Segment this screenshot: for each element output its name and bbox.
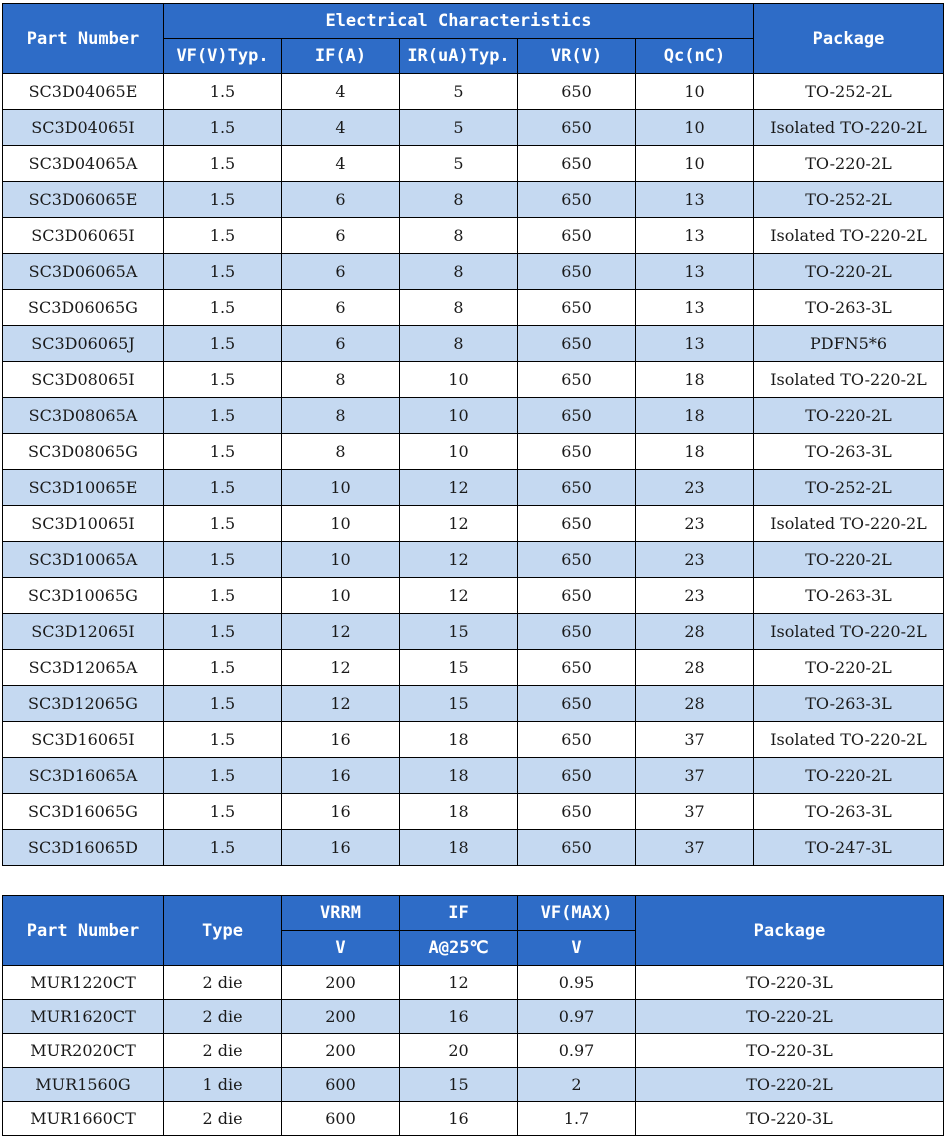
cell-vr: 650 (518, 578, 636, 614)
header-vf-max: VF(MAX) (518, 896, 636, 931)
cell-vr: 650 (518, 614, 636, 650)
cell-package: TO-252-2L (754, 182, 944, 218)
cell-vr: 650 (518, 506, 636, 542)
table-row (3, 542, 944, 578)
cell-vr: 650 (518, 542, 636, 578)
cell-package: TO-220-3L (636, 1034, 944, 1068)
table-row (3, 146, 944, 182)
cell-vr: 650 (518, 434, 636, 470)
cell-if: 4 (282, 146, 400, 182)
header-ir: IR(uA)Typ. (400, 39, 518, 74)
cell-vf: 1.5 (164, 722, 282, 758)
cell-package: TO-220-3L (636, 966, 944, 1000)
cell-vr: 650 (518, 722, 636, 758)
cell-vr: 650 (518, 218, 636, 254)
cell-vf: 1.5 (164, 74, 282, 110)
cell-package: Isolated TO-220-2L (754, 110, 944, 146)
cell-vr: 650 (518, 830, 636, 866)
table-row (3, 254, 944, 290)
cell-type: 2 die (164, 966, 282, 1000)
cell-package: TO-263-3L (754, 290, 944, 326)
cell-if: 10 (282, 506, 400, 542)
cell-qc: 13 (636, 290, 754, 326)
cell-ir: 18 (400, 830, 518, 866)
cell-if: 16 (282, 830, 400, 866)
cell-part-number: SC3D12065G (3, 686, 164, 722)
cell-vf: 1.5 (164, 326, 282, 362)
cell-package: TO-263-3L (754, 686, 944, 722)
cell-if: 16 (400, 1102, 518, 1136)
cell-ir: 15 (400, 686, 518, 722)
cell-package: TO-220-2L (754, 398, 944, 434)
cell-package: TO-220-2L (754, 254, 944, 290)
cell-if: 8 (282, 398, 400, 434)
cell-qc: 28 (636, 686, 754, 722)
header-if: IF (400, 896, 518, 931)
cell-vr: 650 (518, 758, 636, 794)
cell-vr: 650 (518, 182, 636, 218)
cell-vr: 650 (518, 110, 636, 146)
cell-part-number: SC3D04065I (3, 110, 164, 146)
cell-package: TO-263-3L (754, 794, 944, 830)
cell-part-number: SC3D04065A (3, 146, 164, 182)
cell-ir: 10 (400, 362, 518, 398)
table-row (3, 722, 944, 758)
cell-package: TO-247-3L (754, 830, 944, 866)
cell-vr: 650 (518, 326, 636, 362)
cell-package: TO-252-2L (754, 470, 944, 506)
cell-if: 10 (282, 542, 400, 578)
cell-part-number: SC3D10065I (3, 506, 164, 542)
cell-if: 6 (282, 182, 400, 218)
cell-ir: 12 (400, 542, 518, 578)
cell-ir: 5 (400, 74, 518, 110)
cell-if: 10 (282, 578, 400, 614)
table-row (3, 758, 944, 794)
cell-if: 6 (282, 218, 400, 254)
cell-if: 20 (400, 1034, 518, 1068)
cell-vf: 1.5 (164, 686, 282, 722)
cell-qc: 37 (636, 794, 754, 830)
sic-diode-table-body (3, 74, 944, 866)
cell-vf: 1.5 (164, 542, 282, 578)
cell-ir: 18 (400, 758, 518, 794)
fast-recovery-diode-table-body (3, 966, 944, 1136)
cell-type: 2 die (164, 1102, 282, 1136)
cell-qc: 10 (636, 74, 754, 110)
cell-type: 2 die (164, 1000, 282, 1034)
cell-part-number: SC3D08065I (3, 362, 164, 398)
header-qc: Qc(nC) (636, 39, 754, 74)
cell-if: 8 (282, 434, 400, 470)
cell-vrrm: 200 (282, 1034, 400, 1068)
cell-part-number: MUR1620CT (3, 1000, 164, 1034)
cell-part-number: SC3D12065I (3, 614, 164, 650)
cell-package: TO-220-2L (636, 1068, 944, 1102)
cell-qc: 13 (636, 326, 754, 362)
cell-ir: 15 (400, 614, 518, 650)
cell-part-number: MUR1660CT (3, 1102, 164, 1136)
cell-part-number: SC3D06065E (3, 182, 164, 218)
cell-vf: 1.5 (164, 254, 282, 290)
cell-vf: 1.5 (164, 218, 282, 254)
cell-part-number: SC3D12065A (3, 650, 164, 686)
header-if: IF(A) (282, 39, 400, 74)
cell-ir: 8 (400, 290, 518, 326)
cell-vf: 1.5 (164, 758, 282, 794)
cell-ir: 8 (400, 254, 518, 290)
cell-qc: 18 (636, 398, 754, 434)
cell-vr: 650 (518, 254, 636, 290)
cell-package: Isolated TO-220-2L (754, 614, 944, 650)
header-part-number: Part Number (3, 4, 164, 74)
cell-if: 10 (282, 470, 400, 506)
cell-vf-max: 0.95 (518, 966, 636, 1000)
cell-part-number: SC3D10065A (3, 542, 164, 578)
sic-diode-table (2, 3, 944, 866)
cell-if: 6 (282, 326, 400, 362)
cell-vf: 1.5 (164, 434, 282, 470)
cell-if: 6 (282, 254, 400, 290)
fast-recovery-diode-table (2, 895, 944, 1136)
cell-vf: 1.5 (164, 146, 282, 182)
table-row (3, 218, 944, 254)
cell-vf-max: 0.97 (518, 1034, 636, 1068)
table-row (3, 794, 944, 830)
cell-vf: 1.5 (164, 578, 282, 614)
cell-ir: 5 (400, 110, 518, 146)
cell-qc: 28 (636, 650, 754, 686)
table-row (3, 506, 944, 542)
cell-part-number: MUR2020CT (3, 1034, 164, 1068)
table-row (3, 966, 944, 1000)
table-row (3, 470, 944, 506)
cell-package: Isolated TO-220-2L (754, 722, 944, 758)
cell-part-number: MUR1560G (3, 1068, 164, 1102)
cell-vf: 1.5 (164, 830, 282, 866)
cell-vr: 650 (518, 794, 636, 830)
cell-part-number: SC3D06065A (3, 254, 164, 290)
cell-qc: 37 (636, 758, 754, 794)
table-row (3, 650, 944, 686)
cell-qc: 13 (636, 218, 754, 254)
table-row (3, 110, 944, 146)
header-part-number: Part Number (3, 896, 164, 966)
table-row (3, 290, 944, 326)
cell-ir: 8 (400, 326, 518, 362)
cell-vf: 1.5 (164, 110, 282, 146)
cell-package: TO-220-2L (754, 758, 944, 794)
table-row (3, 1034, 944, 1068)
cell-if: 4 (282, 110, 400, 146)
cell-vf: 1.5 (164, 470, 282, 506)
cell-package: PDFN5*6 (754, 326, 944, 362)
header-vf: VF(V)Typ. (164, 39, 282, 74)
cell-vf: 1.5 (164, 398, 282, 434)
cell-if: 6 (282, 290, 400, 326)
cell-part-number: SC3D10065G (3, 578, 164, 614)
header-package: Package (636, 896, 944, 966)
cell-if: 12 (400, 966, 518, 1000)
cell-qc: 18 (636, 362, 754, 398)
cell-qc: 28 (636, 614, 754, 650)
cell-ir: 10 (400, 434, 518, 470)
cell-vr: 650 (518, 650, 636, 686)
cell-qc: 23 (636, 470, 754, 506)
table-row (3, 830, 944, 866)
table-row (3, 1000, 944, 1034)
table-row (3, 578, 944, 614)
cell-package: TO-220-2L (636, 1000, 944, 1034)
cell-vf: 1.5 (164, 290, 282, 326)
table-row (3, 1068, 944, 1102)
cell-part-number: SC3D08065G (3, 434, 164, 470)
table-row (3, 398, 944, 434)
cell-ir: 18 (400, 794, 518, 830)
table-row (3, 326, 944, 362)
cell-vf: 1.5 (164, 650, 282, 686)
cell-vf: 1.5 (164, 506, 282, 542)
cell-qc: 10 (636, 146, 754, 182)
header-electrical-characteristics: Electrical Characteristics (164, 4, 754, 39)
cell-if: 15 (400, 1068, 518, 1102)
cell-if: 16 (282, 794, 400, 830)
header-vrrm: VRRM (282, 896, 400, 931)
table-row (3, 434, 944, 470)
cell-package: Isolated TO-220-2L (754, 506, 944, 542)
cell-part-number: SC3D08065A (3, 398, 164, 434)
cell-package: TO-220-2L (754, 542, 944, 578)
cell-if: 16 (282, 758, 400, 794)
header-if-unit: A@25℃ (400, 931, 518, 966)
cell-vrrm: 600 (282, 1102, 400, 1136)
cell-ir: 10 (400, 398, 518, 434)
cell-if: 16 (400, 1000, 518, 1034)
table-row (3, 1102, 944, 1136)
cell-if: 12 (282, 650, 400, 686)
cell-type: 1 die (164, 1068, 282, 1102)
cell-vf-max: 1.7 (518, 1102, 636, 1136)
cell-vrrm: 200 (282, 1000, 400, 1034)
table-row (3, 182, 944, 218)
cell-vr: 650 (518, 74, 636, 110)
cell-ir: 5 (400, 146, 518, 182)
table-row (3, 686, 944, 722)
cell-if: 12 (282, 614, 400, 650)
cell-vf: 1.5 (164, 614, 282, 650)
cell-vf-max: 2 (518, 1068, 636, 1102)
cell-part-number: SC3D16065G (3, 794, 164, 830)
cell-vrrm: 600 (282, 1068, 400, 1102)
cell-package: TO-220-2L (754, 146, 944, 182)
cell-vr: 650 (518, 146, 636, 182)
cell-vr: 650 (518, 290, 636, 326)
cell-qc: 37 (636, 830, 754, 866)
cell-part-number: SC3D06065G (3, 290, 164, 326)
cell-package: TO-220-2L (754, 650, 944, 686)
cell-package: TO-220-3L (636, 1102, 944, 1136)
cell-qc: 23 (636, 506, 754, 542)
cell-package: TO-263-3L (754, 578, 944, 614)
cell-vr: 650 (518, 362, 636, 398)
cell-part-number: SC3D16065D (3, 830, 164, 866)
cell-part-number: SC3D06065I (3, 218, 164, 254)
cell-ir: 18 (400, 722, 518, 758)
cell-qc: 23 (636, 578, 754, 614)
header-package: Package (754, 4, 944, 74)
cell-part-number: SC3D16065I (3, 722, 164, 758)
header-vr: VR(V) (518, 39, 636, 74)
cell-if: 12 (282, 686, 400, 722)
cell-part-number: MUR1220CT (3, 966, 164, 1000)
header-type: Type (164, 896, 282, 966)
cell-package: TO-252-2L (754, 74, 944, 110)
cell-package: Isolated TO-220-2L (754, 362, 944, 398)
cell-if: 4 (282, 74, 400, 110)
cell-qc: 18 (636, 434, 754, 470)
cell-if: 8 (282, 362, 400, 398)
table-row (3, 614, 944, 650)
cell-ir: 12 (400, 578, 518, 614)
cell-vf-max: 0.97 (518, 1000, 636, 1034)
cell-ir: 12 (400, 506, 518, 542)
cell-part-number: SC3D16065A (3, 758, 164, 794)
cell-part-number: SC3D06065J (3, 326, 164, 362)
cell-package: Isolated TO-220-2L (754, 218, 944, 254)
cell-qc: 13 (636, 254, 754, 290)
cell-ir: 8 (400, 182, 518, 218)
cell-part-number: SC3D04065E (3, 74, 164, 110)
cell-vr: 650 (518, 686, 636, 722)
cell-vrrm: 200 (282, 966, 400, 1000)
cell-qc: 37 (636, 722, 754, 758)
header-vf-unit: V (518, 931, 636, 966)
cell-ir: 8 (400, 218, 518, 254)
cell-qc: 23 (636, 542, 754, 578)
header-vrrm-unit: V (282, 931, 400, 966)
cell-if: 16 (282, 722, 400, 758)
cell-ir: 15 (400, 650, 518, 686)
table-row (3, 362, 944, 398)
cell-type: 2 die (164, 1034, 282, 1068)
cell-vf: 1.5 (164, 182, 282, 218)
cell-qc: 13 (636, 182, 754, 218)
table-row (3, 74, 944, 110)
cell-vf: 1.5 (164, 794, 282, 830)
cell-vr: 650 (518, 398, 636, 434)
cell-qc: 10 (636, 110, 754, 146)
cell-vr: 650 (518, 470, 636, 506)
cell-part-number: SC3D10065E (3, 470, 164, 506)
cell-ir: 12 (400, 470, 518, 506)
cell-vf: 1.5 (164, 362, 282, 398)
cell-package: TO-263-3L (754, 434, 944, 470)
